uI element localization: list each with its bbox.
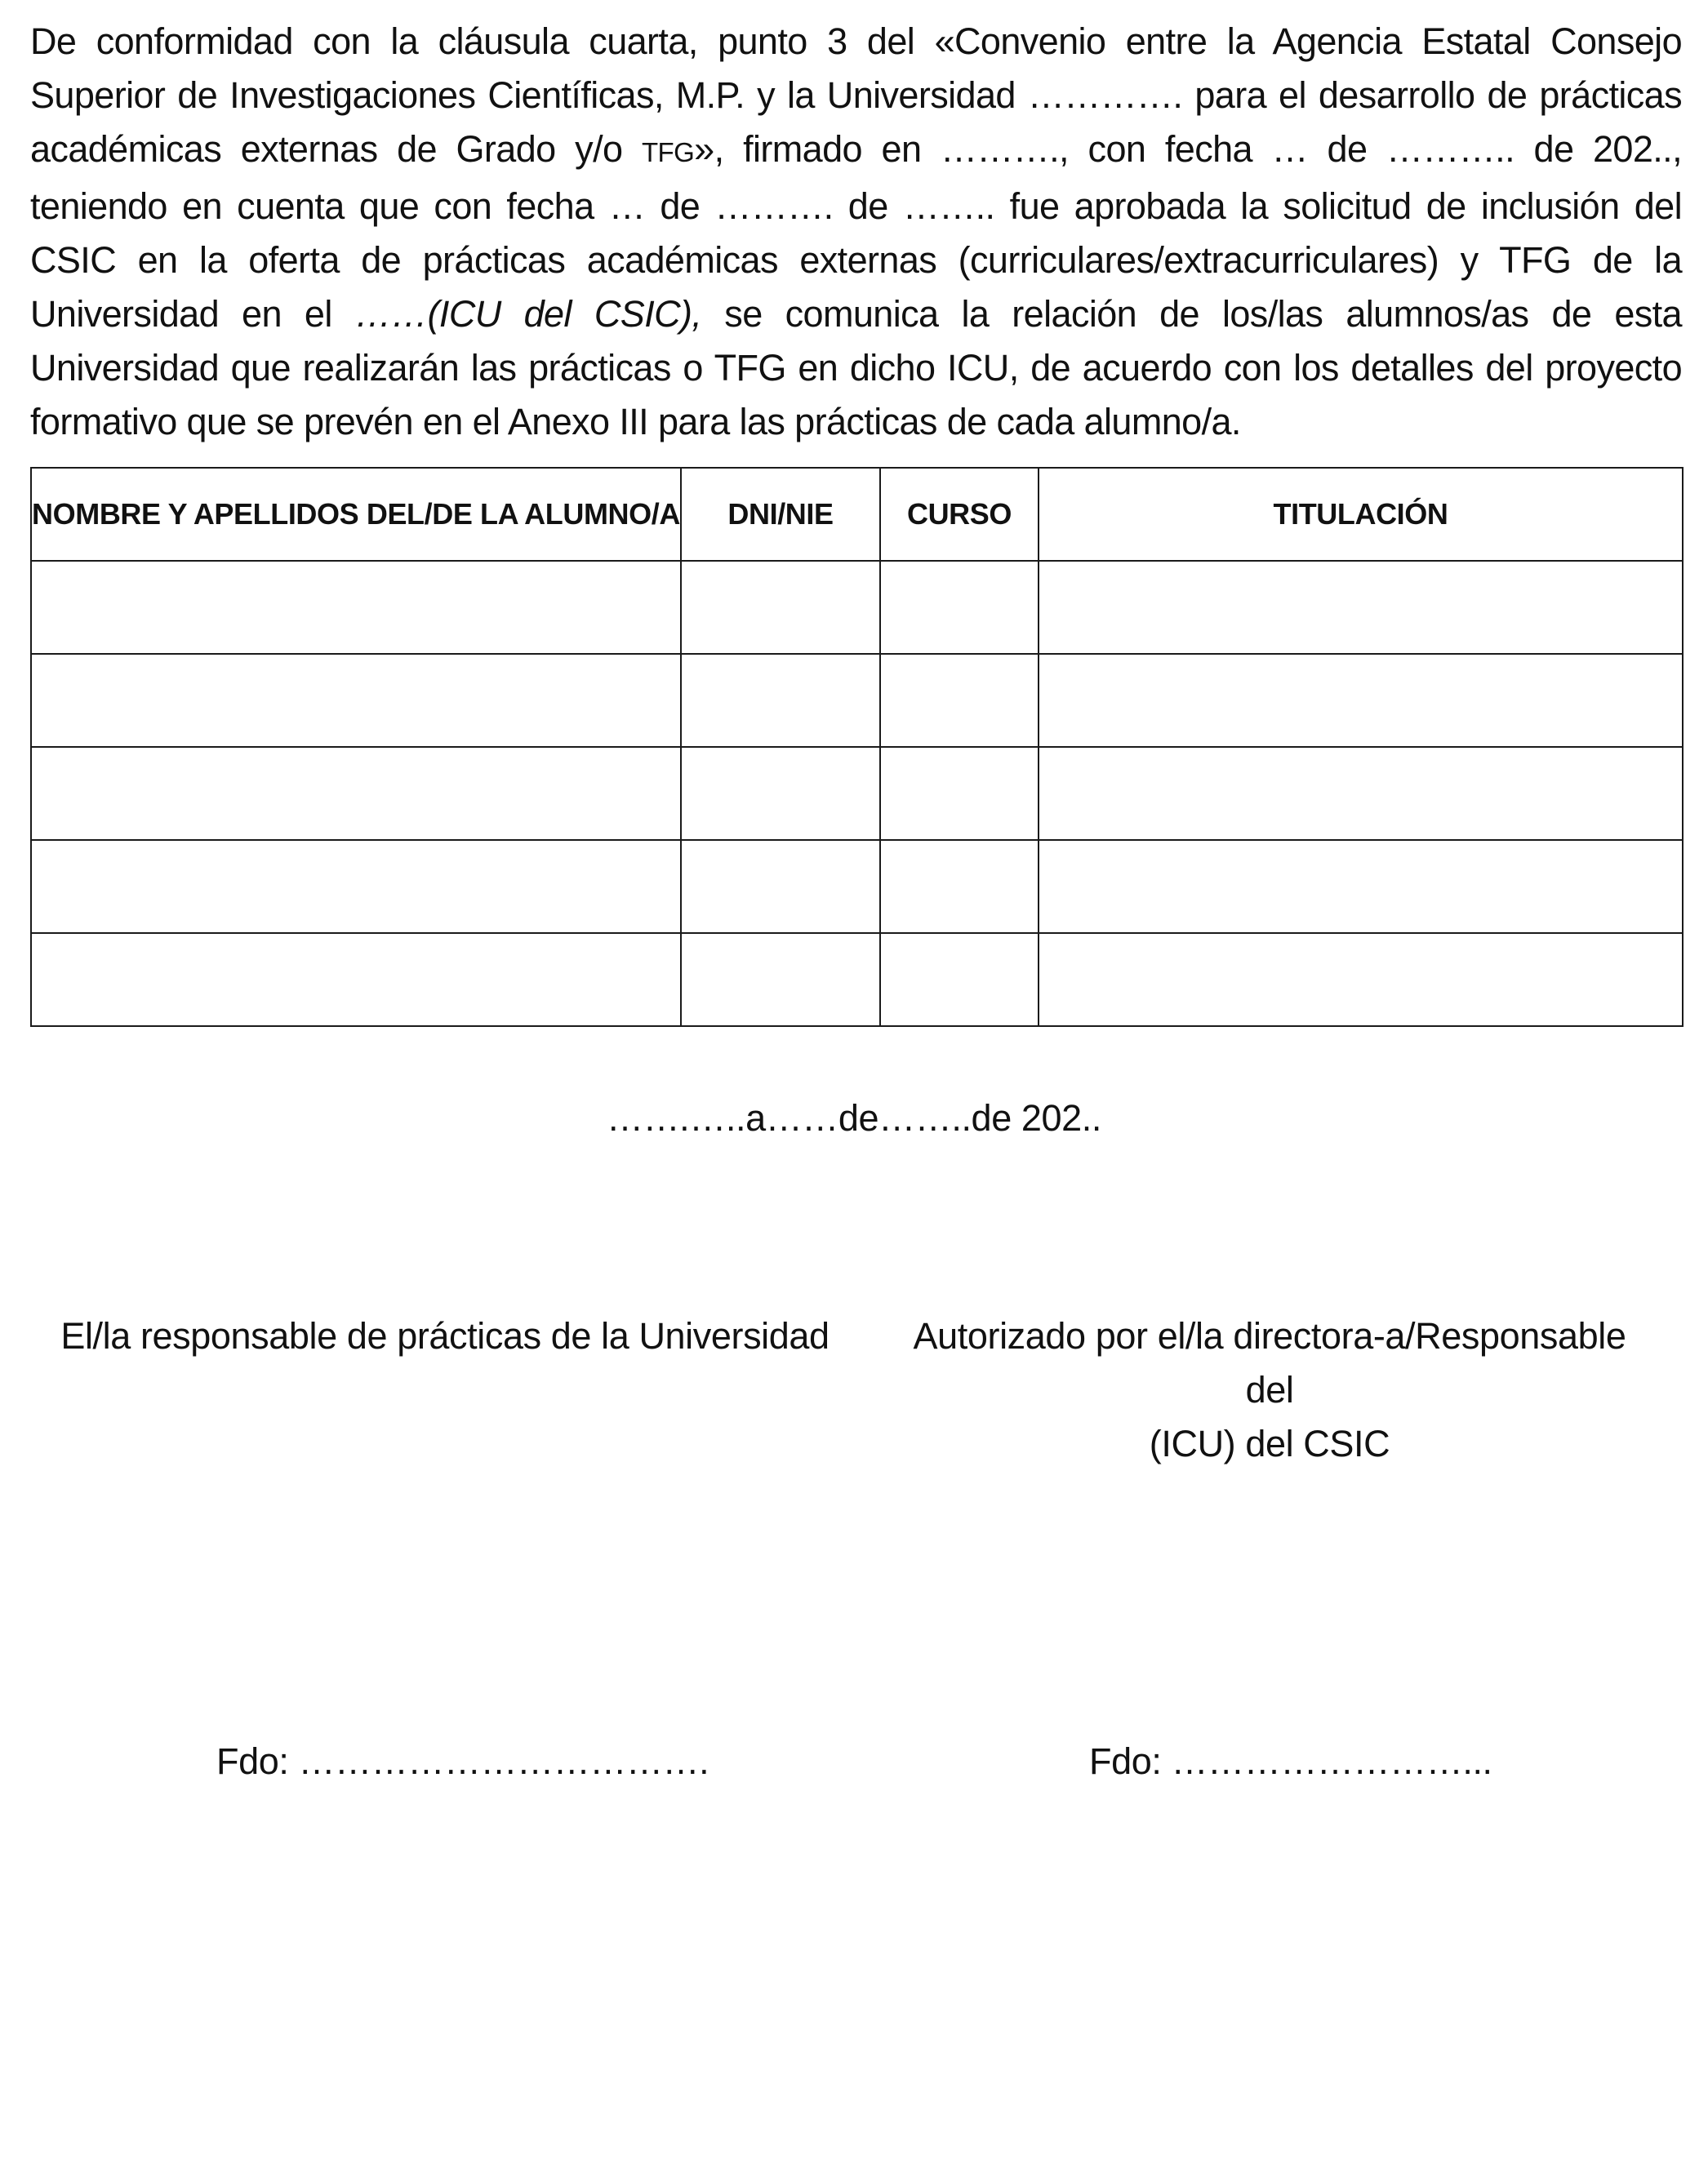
- header-dni-nie: DNI/NIE: [681, 468, 880, 561]
- university-signatory-label: El/la responsable de prácticas de la Universidad: [60, 1315, 830, 1357]
- csic-signatory-label-line1: Autorizado por el/la directora-a/Responsable del: [913, 1315, 1626, 1411]
- table-row: [31, 561, 1683, 654]
- table-row: [31, 654, 1683, 747]
- intro-tfg-abbrev: TFG: [641, 137, 695, 167]
- csic-signature-line: Fdo: ……………………...: [1089, 1740, 1492, 1782]
- table-row: [31, 747, 1683, 840]
- students-table: [30, 467, 1684, 1027]
- university-signature-line: Fdo: …………………………….: [216, 1740, 709, 1782]
- cell-dni-nie[interactable]: [681, 654, 880, 747]
- csic-signatory-label: [890, 1309, 1649, 1471]
- intro-text-3: se comunica la relación de los/las alumnos/as de esta Universidad que realizarán las prácticas o TFG en dicho ICU, de acuerdo con los detalles del proyecto formativo que se prevén en el Anexo III para las prácticas de cada alumno/a.: [30, 293, 1682, 442]
- cell-curso[interactable]: [880, 840, 1039, 933]
- table-header-row: [31, 468, 1683, 561]
- header-curso: CURSO: [880, 468, 1039, 561]
- header-titulacion: TITULACIÓN: [1039, 468, 1683, 561]
- cell-nombre[interactable]: [31, 840, 681, 933]
- cell-titulacion[interactable]: [1039, 933, 1683, 1026]
- table-row: [31, 840, 1683, 933]
- cell-nombre[interactable]: [31, 561, 681, 654]
- cell-curso[interactable]: [880, 561, 1039, 654]
- cell-dni-nie[interactable]: [681, 933, 880, 1026]
- cell-curso[interactable]: [880, 654, 1039, 747]
- intro-icu-italic: ……(ICU del CSIC),: [354, 293, 702, 335]
- intro-text-2: », firmado en ………., con fecha … de ……….. de 202.., teniendo en cuenta que con fecha … de ………. de …….. fue aprobada la solicitud de inclusión del CSIC en la oferta de prácticas académicas externas (curriculares/extracurriculares) y TFG de la Universidad en el: [30, 128, 1682, 335]
- cell-dni-nie[interactable]: [681, 840, 880, 933]
- cell-curso[interactable]: [880, 747, 1039, 840]
- table-row: [31, 933, 1683, 1026]
- intro-paragraph: [30, 15, 1682, 449]
- intro-text-1: De conformidad con la cláusula cuarta, punto 3 del «Convenio entre la Agencia Estatal Consejo Superior de Investigaciones Científicas, M.P. y la Universidad …………. para el desarrollo de prácticas académicas externas de Grado y/o: [30, 20, 1682, 170]
- cell-titulacion[interactable]: [1039, 747, 1683, 840]
- cell-dni-nie[interactable]: [681, 747, 880, 840]
- cell-dni-nie[interactable]: [681, 561, 880, 654]
- cell-curso[interactable]: [880, 933, 1039, 1026]
- cell-nombre[interactable]: [31, 747, 681, 840]
- cell-titulacion[interactable]: [1039, 561, 1683, 654]
- cell-nombre[interactable]: [31, 654, 681, 747]
- place-date-line: …….…..a……de……..de 202..: [606, 1097, 1102, 1139]
- cell-titulacion[interactable]: [1039, 840, 1683, 933]
- header-nombre: NOMBRE Y APELLIDOS DEL/DE LA ALUMNO/A: [31, 468, 681, 561]
- cell-nombre[interactable]: [31, 933, 681, 1026]
- cell-titulacion[interactable]: [1039, 654, 1683, 747]
- csic-signatory-label-line2: (ICU) del CSIC: [1149, 1423, 1390, 1464]
